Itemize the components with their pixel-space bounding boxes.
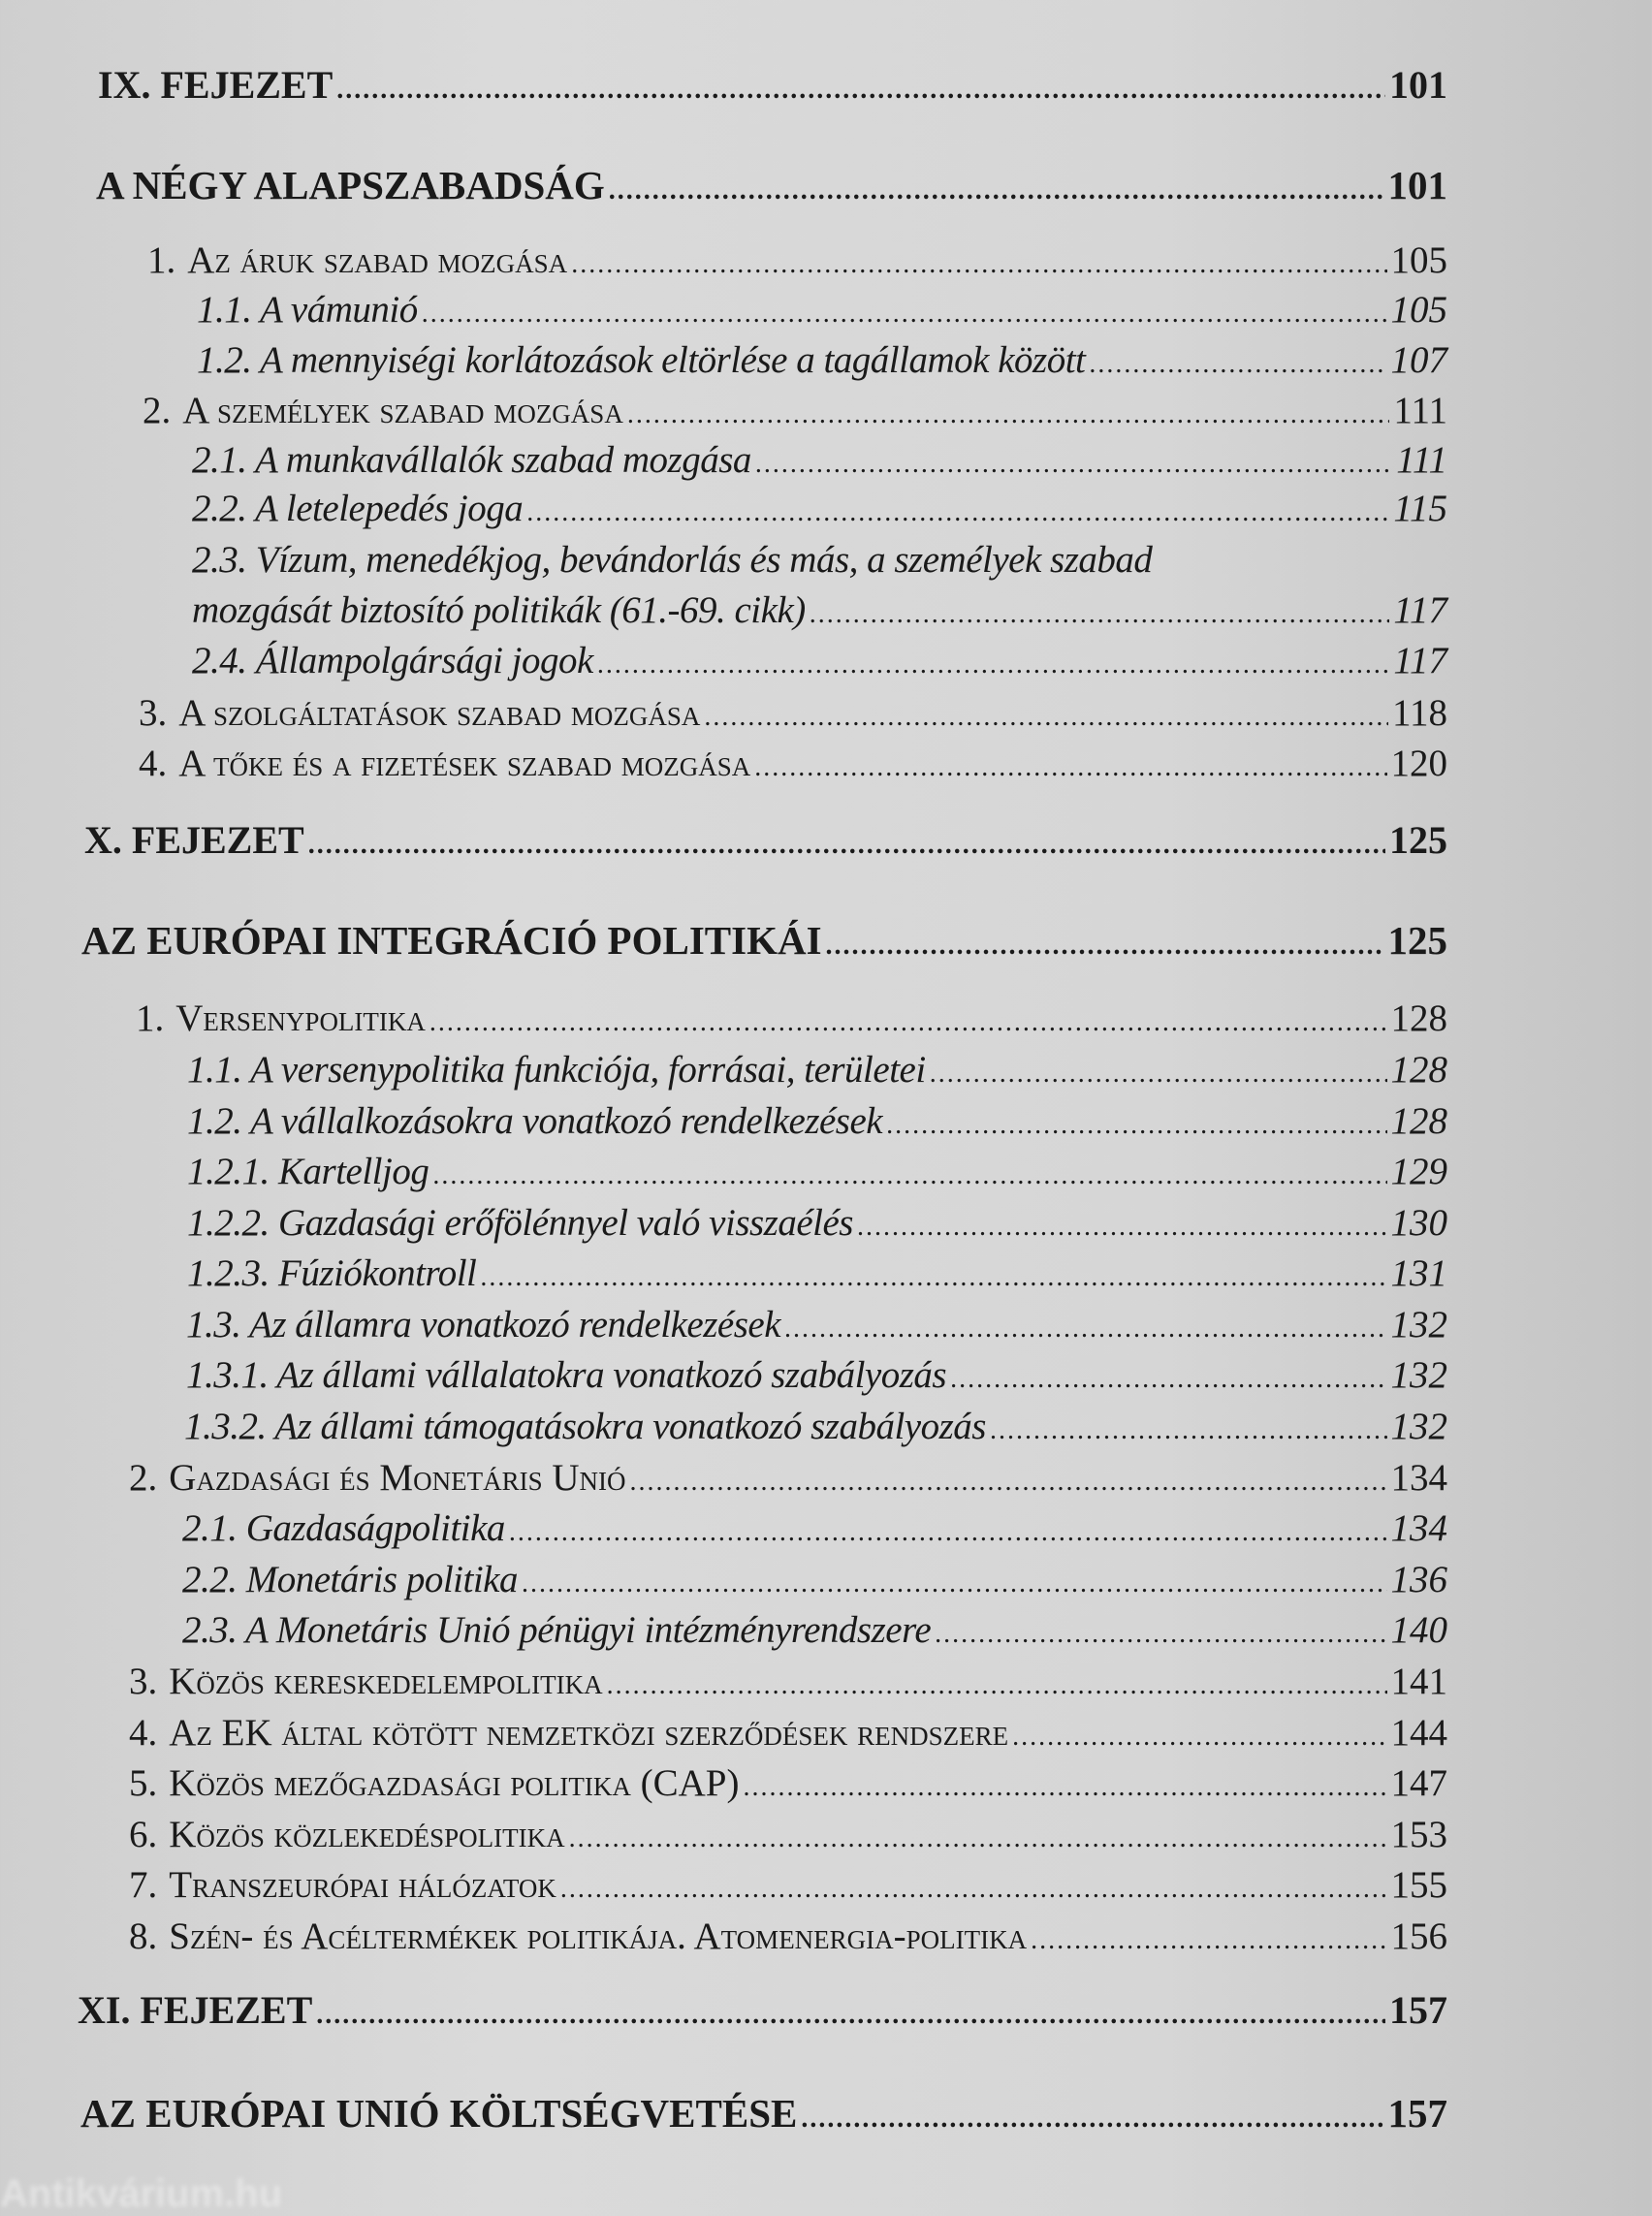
page-number: 156 — [1390, 1915, 1447, 1957]
toc-entry — [187, 1045, 1447, 1095]
toc-entry — [192, 484, 1447, 534]
entry-label: 2.2. A letelepedés joga — [192, 488, 524, 529]
dot-leader — [784, 1304, 1386, 1354]
page-number: 141 — [1390, 1661, 1447, 1702]
dot-leader — [990, 1406, 1387, 1456]
toc-entry — [139, 688, 1447, 739]
entry-label: Szén- és Acéltermékek politikája. Atomenergia-politika — [169, 1915, 1028, 1957]
page-number: 134 — [1390, 1457, 1447, 1499]
entry-label: 1.3.2. Az állami támogatásokra vonatkozó szabályozás — [184, 1406, 986, 1447]
dot-leader — [308, 820, 1385, 871]
entry-label: Transzeurópai hálózatok — [169, 1864, 556, 1906]
entry-number: 2. — [129, 1457, 158, 1499]
dot-leader — [1031, 1915, 1386, 1966]
chapter-title-entry — [80, 2088, 1447, 2138]
dot-leader — [522, 1559, 1387, 1609]
toc-entry — [182, 1555, 1447, 1605]
toc-entry — [129, 1912, 1447, 1962]
dot-leader — [422, 289, 1387, 339]
entry-label: 1.1. A versenypolitika funkciója, forrásai, területei — [187, 1049, 926, 1091]
entry-label: 1.3. Az államra vonatkozó rendelkezések — [186, 1304, 781, 1345]
entry-label: AZ EURÓPAI INTEGRÁCIÓ POLITIKÁI — [81, 918, 822, 963]
entry-number: 3. — [129, 1661, 158, 1702]
dot-leader — [432, 1151, 1386, 1201]
entry-number: 2. — [143, 390, 172, 431]
page-number: 157 — [1389, 1988, 1447, 2032]
entry-label: IX. FEJEZET — [98, 63, 334, 107]
dot-leader — [935, 1609, 1386, 1660]
dot-leader — [607, 1661, 1387, 1711]
toc-entry — [197, 335, 1447, 386]
entry-label: 1.2. A mennyiségi korlátozások eltörlése a tagállamok között — [197, 339, 1086, 381]
page-number: 117 — [1393, 589, 1447, 631]
page-number: 128 — [1390, 1049, 1447, 1091]
toc-entry — [139, 739, 1447, 789]
page-number: 128 — [1390, 1100, 1447, 1142]
page-number: 101 — [1387, 163, 1447, 207]
dot-leader — [754, 743, 1386, 793]
entry-label: 1.2.3. Fúziókontroll — [187, 1252, 477, 1294]
page-number: 105 — [1390, 239, 1447, 281]
toc-entry — [129, 1810, 1447, 1860]
entry-label: Versenypolitika — [175, 997, 426, 1039]
dot-leader — [801, 2094, 1383, 2144]
page-number: 129 — [1390, 1151, 1447, 1192]
dot-leader — [569, 1814, 1387, 1864]
page-number: 111 — [1393, 390, 1447, 431]
page-number: 105 — [1390, 289, 1447, 331]
toc-entry — [129, 1708, 1447, 1758]
toc-entry — [129, 1758, 1447, 1809]
entry-number: 1. — [136, 997, 165, 1039]
dot-leader — [743, 1762, 1386, 1813]
page-number: 125 — [1387, 918, 1447, 963]
entry-label: Az áruk szabad mozgása — [187, 239, 568, 281]
dot-leader — [627, 390, 1390, 440]
dot-leader — [886, 1100, 1386, 1151]
entry-label: 2.4. Állampolgársági jogok — [192, 640, 593, 681]
toc-entry — [187, 1249, 1447, 1299]
entry-label: 2.3. A Monetáris Unió pénügyi intézményrendszere — [182, 1609, 932, 1651]
dot-leader — [755, 439, 1392, 490]
toc-entry — [136, 994, 1447, 1044]
page-number: 128 — [1390, 997, 1447, 1039]
toc-entry — [129, 1860, 1447, 1911]
entry-label: XI. FEJEZET — [78, 1988, 313, 2032]
page-number: 132 — [1390, 1406, 1447, 1447]
dot-leader — [480, 1252, 1386, 1303]
chapter-entry — [98, 60, 1447, 111]
page-number: 107 — [1390, 339, 1447, 381]
toc-entry — [182, 1504, 1447, 1554]
entry-label: A szolgáltatások szabad mozgása — [178, 692, 701, 734]
toc-entry — [147, 236, 1447, 286]
dot-leader — [597, 640, 1390, 690]
entry-label: mozgását biztosító politikák (61.-69. cikk) — [192, 589, 806, 631]
entry-label: AZ EURÓPAI UNIÓ KÖLTSÉGVETÉSE — [80, 2091, 798, 2136]
page-number: 155 — [1390, 1864, 1447, 1906]
entry-label: 1.2.1. Kartelljog — [187, 1151, 429, 1192]
chapter-title-entry — [96, 160, 1447, 210]
entry-number: 6. — [129, 1814, 158, 1855]
page-number: 131 — [1390, 1252, 1447, 1294]
entry-label: 1.3.1. Az állami vállalatokra vonatkozó szabályozás — [186, 1354, 947, 1396]
page-number: 117 — [1393, 640, 1447, 681]
toc-entry — [129, 1657, 1447, 1707]
entry-label: Közös közlekedéspolitika — [169, 1814, 565, 1855]
entry-label: Gazdasági és Monetáris Unió — [169, 1457, 626, 1499]
page-number: 153 — [1390, 1814, 1447, 1855]
dot-leader — [1089, 339, 1386, 390]
page-number: 140 — [1390, 1609, 1447, 1651]
toc-entry — [143, 386, 1447, 436]
dot-leader — [950, 1354, 1386, 1405]
dot-leader — [1012, 1712, 1386, 1762]
toc-entry — [187, 1096, 1447, 1147]
dot-leader — [826, 921, 1384, 971]
entry-label: Az EK által kötött nemzetközi szerződések rendszere — [169, 1712, 1009, 1754]
toc-entry — [186, 1350, 1447, 1401]
entry-label: 2.1. A munkavállalók szabad mozgása — [192, 439, 751, 481]
entry-label: 2.2. Monetáris politika — [182, 1559, 518, 1600]
dot-leader — [336, 65, 1385, 115]
entry-number: 4. — [129, 1712, 158, 1754]
toc-entry — [129, 1453, 1447, 1504]
dot-leader — [509, 1507, 1387, 1558]
entry-label: 2.1. Gazdaságpolitika — [182, 1507, 505, 1549]
chapter-entry — [78, 1985, 1447, 2036]
page-number: 136 — [1390, 1559, 1447, 1600]
page-number: 132 — [1390, 1304, 1447, 1345]
dot-leader — [571, 239, 1386, 290]
page-number: 118 — [1391, 692, 1447, 734]
toc-entry — [192, 636, 1447, 686]
page-number: 134 — [1390, 1507, 1447, 1549]
toc-entry — [192, 435, 1447, 486]
entry-label: A tőke és a fizetések szabad mozgása — [178, 743, 751, 784]
entry-number: 1. — [147, 239, 176, 281]
entry-number: 8. — [129, 1915, 158, 1957]
entry-number: 3. — [139, 692, 168, 734]
dot-leader — [316, 1990, 1385, 2041]
entry-label: 1.1. A vámunió — [197, 289, 418, 331]
chapter-title-entry — [81, 915, 1447, 966]
entry-label: 1.2. A vállalkozásokra vonatkozó rendelkezések — [187, 1100, 883, 1142]
toc-entry — [192, 535, 1447, 586]
page-number: 144 — [1390, 1712, 1447, 1754]
toc-entry — [186, 1300, 1447, 1350]
entry-label: Közös kereskedelempolitika — [169, 1661, 603, 1702]
page-number: 120 — [1390, 743, 1447, 784]
dot-leader — [704, 692, 1388, 743]
dot-leader — [930, 1049, 1387, 1099]
entry-label: 1.2.2. Gazdasági erőfölénnyel való visszaélés — [187, 1202, 853, 1244]
entry-number: 5. — [129, 1762, 158, 1804]
entry-number: 7. — [129, 1864, 158, 1906]
entry-label: A személyek szabad mozgása — [182, 390, 623, 431]
dot-leader — [429, 997, 1387, 1048]
toc-entry — [187, 1147, 1447, 1197]
toc-entry — [192, 586, 1447, 636]
watermark: Antikvárium.hu — [0, 2172, 283, 2215]
entry-number: 4. — [139, 743, 168, 784]
page-number: 147 — [1390, 1762, 1447, 1804]
page-number: 101 — [1389, 63, 1447, 107]
toc-entry — [182, 1605, 1447, 1656]
dot-leader — [630, 1457, 1387, 1507]
entry-label: A NÉGY ALAPSZABADSÁG — [96, 163, 605, 207]
page-number: 130 — [1390, 1202, 1447, 1244]
entry-label: 2.3. Vízum, menedékjog, bevándorlás és más, a személyek szabad — [192, 539, 1153, 581]
chapter-entry — [84, 815, 1447, 866]
entry-label: X. FEJEZET — [84, 818, 304, 862]
dot-leader — [810, 589, 1390, 640]
dot-leader — [560, 1864, 1387, 1915]
toc-entry — [184, 1402, 1447, 1452]
toc-entry — [197, 285, 1447, 335]
page-number: 157 — [1387, 2091, 1447, 2136]
dot-leader — [526, 488, 1389, 538]
toc-entry — [187, 1198, 1447, 1249]
entry-label: Közös mezőgazdasági politika (CAP) — [169, 1762, 740, 1804]
dot-leader — [609, 166, 1384, 216]
page-number: 115 — [1393, 488, 1447, 529]
page-number: 132 — [1390, 1354, 1447, 1396]
dot-leader — [857, 1202, 1387, 1252]
page-number: 111 — [1396, 439, 1447, 481]
page-number: 125 — [1389, 818, 1447, 862]
